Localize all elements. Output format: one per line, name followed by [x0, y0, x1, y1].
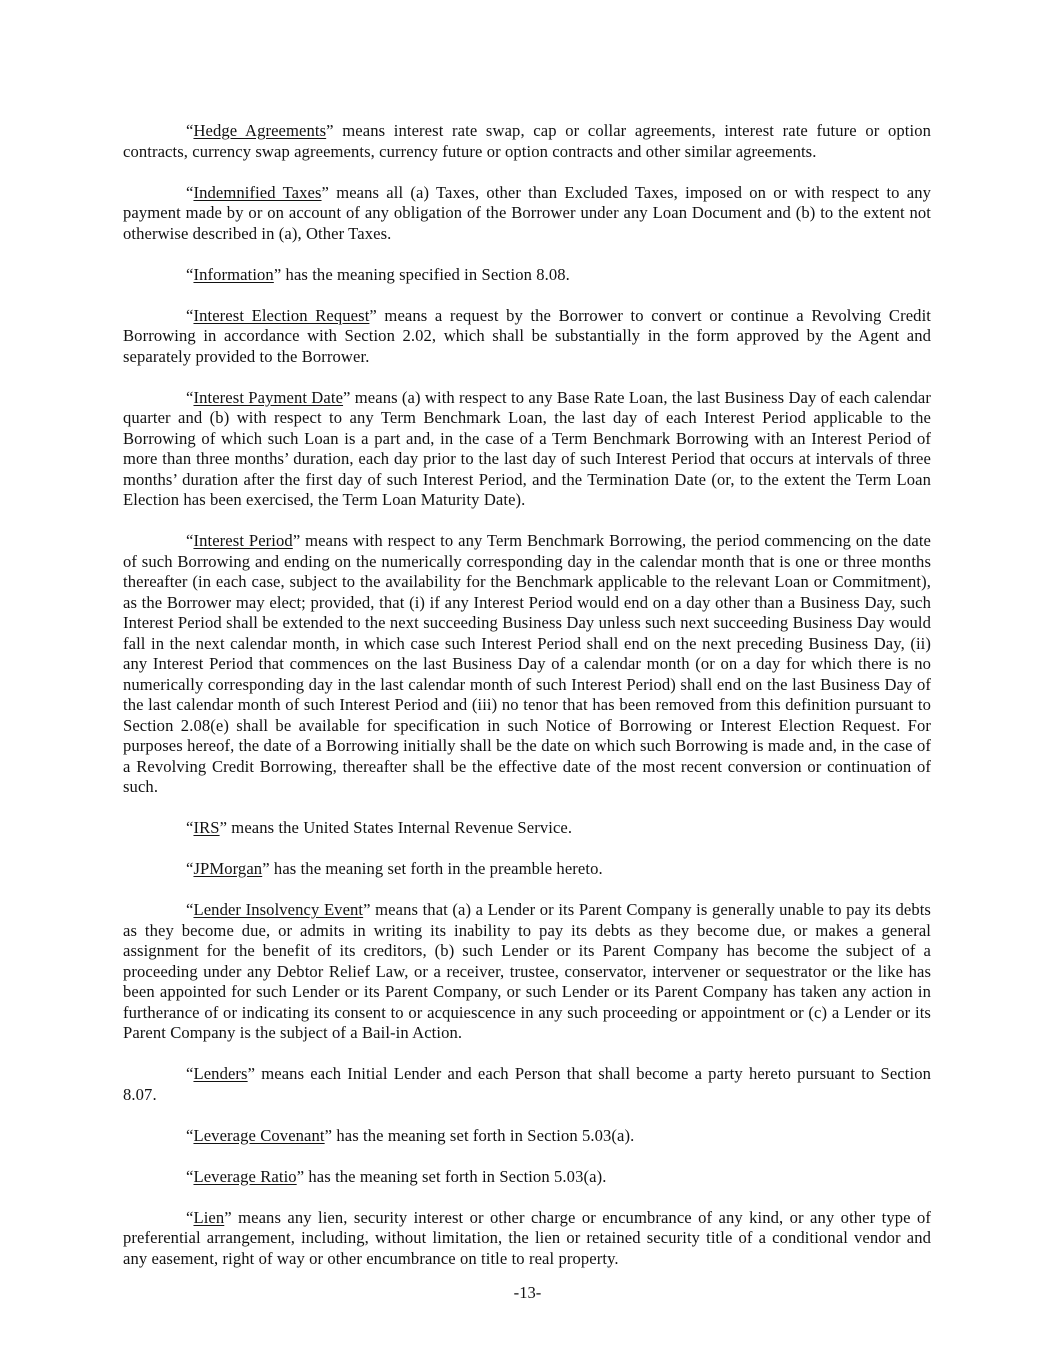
open-quote: “	[186, 818, 194, 837]
definition-text: ” has the meaning specified in Section 8.08.	[273, 264, 570, 284]
defined-term: IRS	[193, 818, 220, 837]
definition-text: ” means all (a) Taxes, other than Excluded Taxes, imposed on or with respect to any payment made by or on account of any obligation of the Borrower under any Loan Document and (b) to the extent not otherwise described in (a), Other Taxes.	[123, 182, 932, 243]
open-quote: “	[186, 1064, 194, 1083]
definition-paragraph	[123, 183, 931, 245]
open-quote: “	[186, 900, 194, 919]
open-quote: “	[186, 531, 194, 550]
open-quote: “	[186, 859, 194, 878]
definition-paragraph	[123, 306, 931, 368]
definition-paragraph	[123, 531, 931, 798]
definition-paragraph	[123, 900, 931, 1044]
open-quote: “	[186, 1166, 194, 1186]
defined-term: Lenders	[193, 1064, 248, 1083]
defined-term: Interest Payment Date	[193, 387, 344, 407]
defined-term: Leverage Covenant	[193, 1125, 325, 1145]
defined-term: Indemnified Taxes	[193, 182, 322, 202]
defined-term: Information	[193, 264, 274, 284]
open-quote: “	[186, 1207, 194, 1227]
definition-text: ” has the meaning set forth in Section 5.03(a).	[324, 1125, 635, 1145]
definition-text: ” means a request by the Borrower to convert or continue a Revolving Credit Borrowing in accordance with Section 2.02, which shall be substantially in the form approved by the Agent and separately provided to the Borrower.	[123, 305, 931, 366]
definition-text: ” means any lien, security interest or other charge or encumbrance of any kind, or any other type of preferential arrangement, including, without limitation, the lien or retained security title of a conditional vendor and any easement, right of way or other encumbrance on title to real property.	[123, 1207, 931, 1268]
open-quote: “	[186, 305, 194, 325]
definition-paragraph	[123, 859, 931, 880]
defined-term: Lien	[193, 1207, 225, 1227]
definition-paragraph	[123, 1126, 931, 1147]
open-quote: “	[186, 264, 194, 284]
definition-text: ” has the meaning set forth in the preamble hereto.	[262, 859, 603, 878]
open-quote: “	[186, 121, 194, 140]
open-quote: “	[186, 1125, 194, 1145]
definition-paragraph	[123, 121, 931, 162]
open-quote: “	[186, 387, 194, 407]
defined-term: Interest Period	[193, 531, 293, 550]
defined-term: Hedge Agreements	[193, 121, 327, 140]
definition-paragraph	[123, 1064, 931, 1105]
defined-term: Leverage Ratio	[193, 1166, 297, 1186]
definition-paragraph	[123, 1208, 931, 1270]
definition-text: ” means interest rate swap, cap or collar agreements, interest rate future or option contracts, currency swap agreements, currency future or option contracts and other similar agreements.	[123, 121, 931, 161]
definition-text: ” means the United States Internal Revenue Service.	[219, 818, 573, 837]
open-quote: “	[186, 182, 194, 202]
definition-paragraph	[123, 1167, 931, 1188]
definition-text: ” means that (a) a Lender or its Parent Company is generally unable to pay its debts as they become due, or admits in writing its inability to pay its debts as they become due, or makes a general assignment for the benefit of its creditors, (b) such Lender or its Parent Company has become the subject of a proceeding under any Debtor Relief Law, or a receiver, trustee, conservator, intervener or sequestrator or the like has been appointed for such Lender or its Parent Company, or such Lender or its Parent Company has taken any action in furtherance of or indicating its consent to or acquiescence in any such proceeding or appointment or (c) a Lender or its Parent Company is the subject of a Bail-in Action.	[123, 900, 931, 1042]
defined-term: Lender Insolvency Event	[193, 900, 364, 919]
definition-text: ” means with respect to any Term Benchmark Borrowing, the period commencing on the date of such Borrowing and ending on the numerically corresponding day in the calendar month that is one or three months thereafter (in each case, subject to the availability for the Benchmark applicable to the relevant Loan or Commitment), as the Borrower may elect; provided, that (i) if any Interest Period would end on a day other than a Business Day, such Interest Period shall be extended to the next succeeding Business Day unless such next succeeding Business Day would fall in the next calendar month, in which case such Interest Period shall end on the next preceding Business Day, (ii) any Interest Period that commences on the last Business Day of a calendar month (or on a day for which there is no numerically corresponding day in the last calendar month of such Interest Period) shall end on the last Business Day of the last calendar month of such Interest Period and (iii) no tenor that has been removed from this definition pursuant to Section 2.08(e) shall be available for specification in such Notice of Borrowing or Interest Election Request. For purposes hereof, the date of a Borrowing initially shall be the date on which such Borrowing is made and, in the case of a Revolving Credit Borrowing, thereafter shall be the effective date of the most recent conversion or continuation of such.	[123, 531, 932, 796]
page-number: -13-	[513, 1283, 542, 1302]
defined-term: Interest Election Request	[193, 305, 370, 325]
definition-text: ” means each Initial Lender and each Person that shall become a party hereto pursuant to Section 8.07.	[123, 1064, 931, 1104]
definition-paragraph	[123, 265, 931, 286]
definition-text: ” means (a) with respect to any Base Rate Loan, the last Business Day of each calendar quarter and (b) with respect to any Term Benchmark Loan, the last day of each Interest Period applicable to the Borrowing of which such Loan is a part and, in the case of a Term Benchmark Borrowing with an Interest Period of more than three months’ duration, each day prior to the last day of such Interest Period that occurs at intervals of three months’ duration after the first day of such Interest Period, and the Termination Date (or, to the extent the Term Loan Election has been exercised, the Term Loan Maturity Date).	[123, 387, 931, 509]
definition-text: ” has the meaning set forth in Section 5.03(a).	[296, 1166, 607, 1186]
document-body	[123, 121, 931, 1290]
definition-paragraph	[123, 818, 931, 839]
defined-term: JPMorgan	[193, 859, 263, 878]
definition-paragraph	[123, 388, 931, 511]
